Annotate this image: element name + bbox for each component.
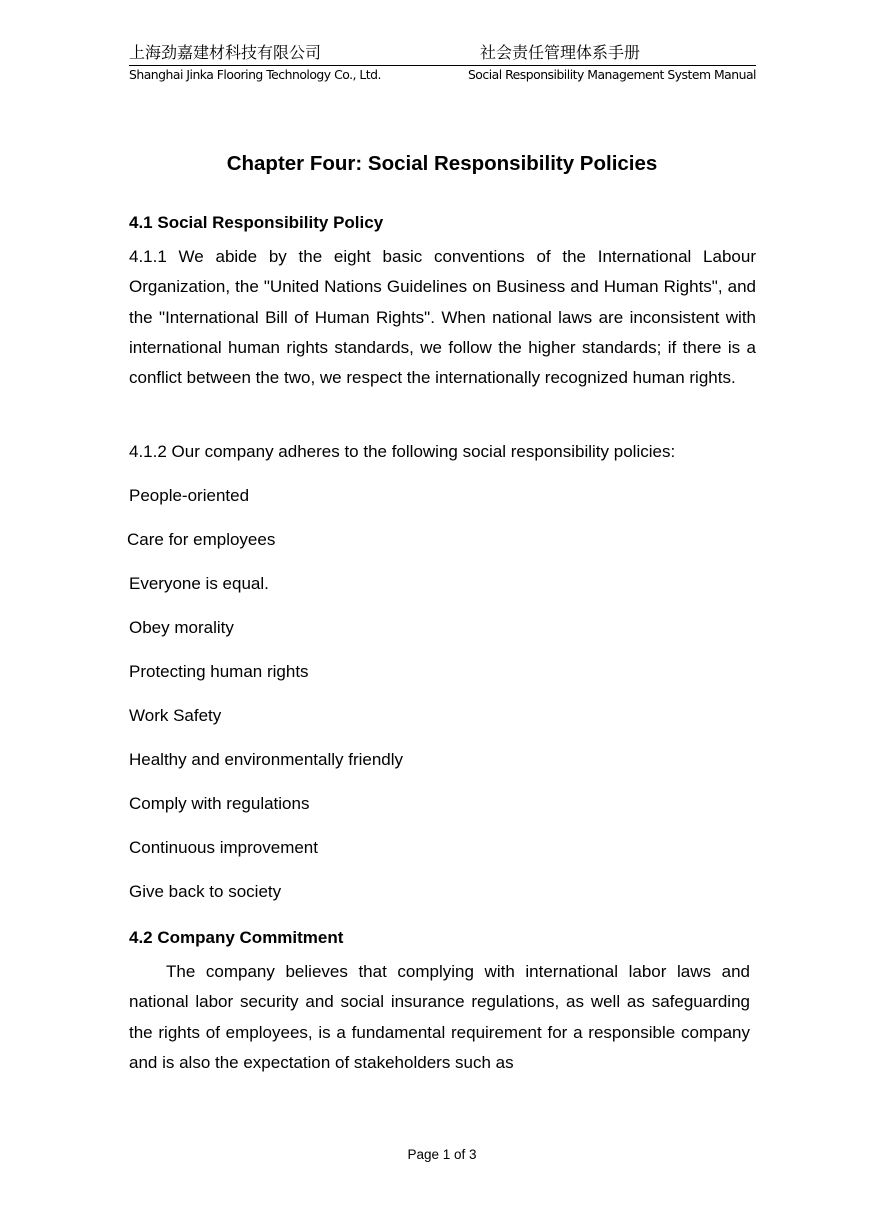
policy-item: Work Safety	[129, 706, 222, 725]
section-heading-4-2: 4.2 Company Commitment	[129, 928, 344, 947]
policy-item: Give back to society	[129, 882, 282, 901]
policy-item: Healthy and environmentally friendly	[129, 750, 404, 769]
policy-item: Comply with regulations	[129, 794, 310, 813]
header-company-name-cn: 上海劲嘉建材科技有限公司	[129, 43, 322, 62]
policy-list	[129, 485, 403, 925]
page-header	[129, 42, 756, 86]
header-company-name-en: Shanghai Jinka Flooring Technology Co., Ltd.	[129, 67, 381, 82]
policy-item: Protecting human rights	[129, 662, 309, 681]
policy-item: People-oriented	[129, 486, 250, 505]
policy-item: Care for employees	[127, 530, 276, 549]
paragraph-4-1-2: 4.1.2 Our company adheres to the following social responsibility policies:	[129, 442, 676, 461]
header-manual-title-cn: 社会责任管理体系手册	[480, 43, 641, 62]
header-divider	[129, 65, 756, 66]
header-manual-title-en: Social Responsibility Management System Manual	[467, 67, 756, 82]
page-number: Page 1 of 3	[407, 1147, 477, 1162]
paragraph-4-1-1: 4.1.1 We abide by the eight basic conventions of the International Labour Organization, the "United Nations Guidelines on Business and Human Rights", and the "International Bill of Human Rights". When national laws are inconsistent with international human rights standards, we follow the higher standards; if there is a conflict between the two, we respect the internationally recognized human rights.	[129, 247, 756, 388]
policy-item: Obey morality	[129, 618, 234, 637]
policy-item: Continuous improvement	[129, 838, 318, 857]
section-heading-4-1: 4.1 Social Responsibility Policy	[129, 213, 384, 232]
policy-item: Everyone is equal.	[129, 574, 269, 593]
paragraph-4-2: The company believes that complying with international labor laws and national labor security and social insurance regulations, as well as safeguarding the rights of employees, is a fundamental requirement for a responsible company and is also the expectation of stakeholders such as	[129, 962, 750, 1072]
chapter-title: Chapter Four: Social Responsibility Policies	[226, 152, 658, 175]
